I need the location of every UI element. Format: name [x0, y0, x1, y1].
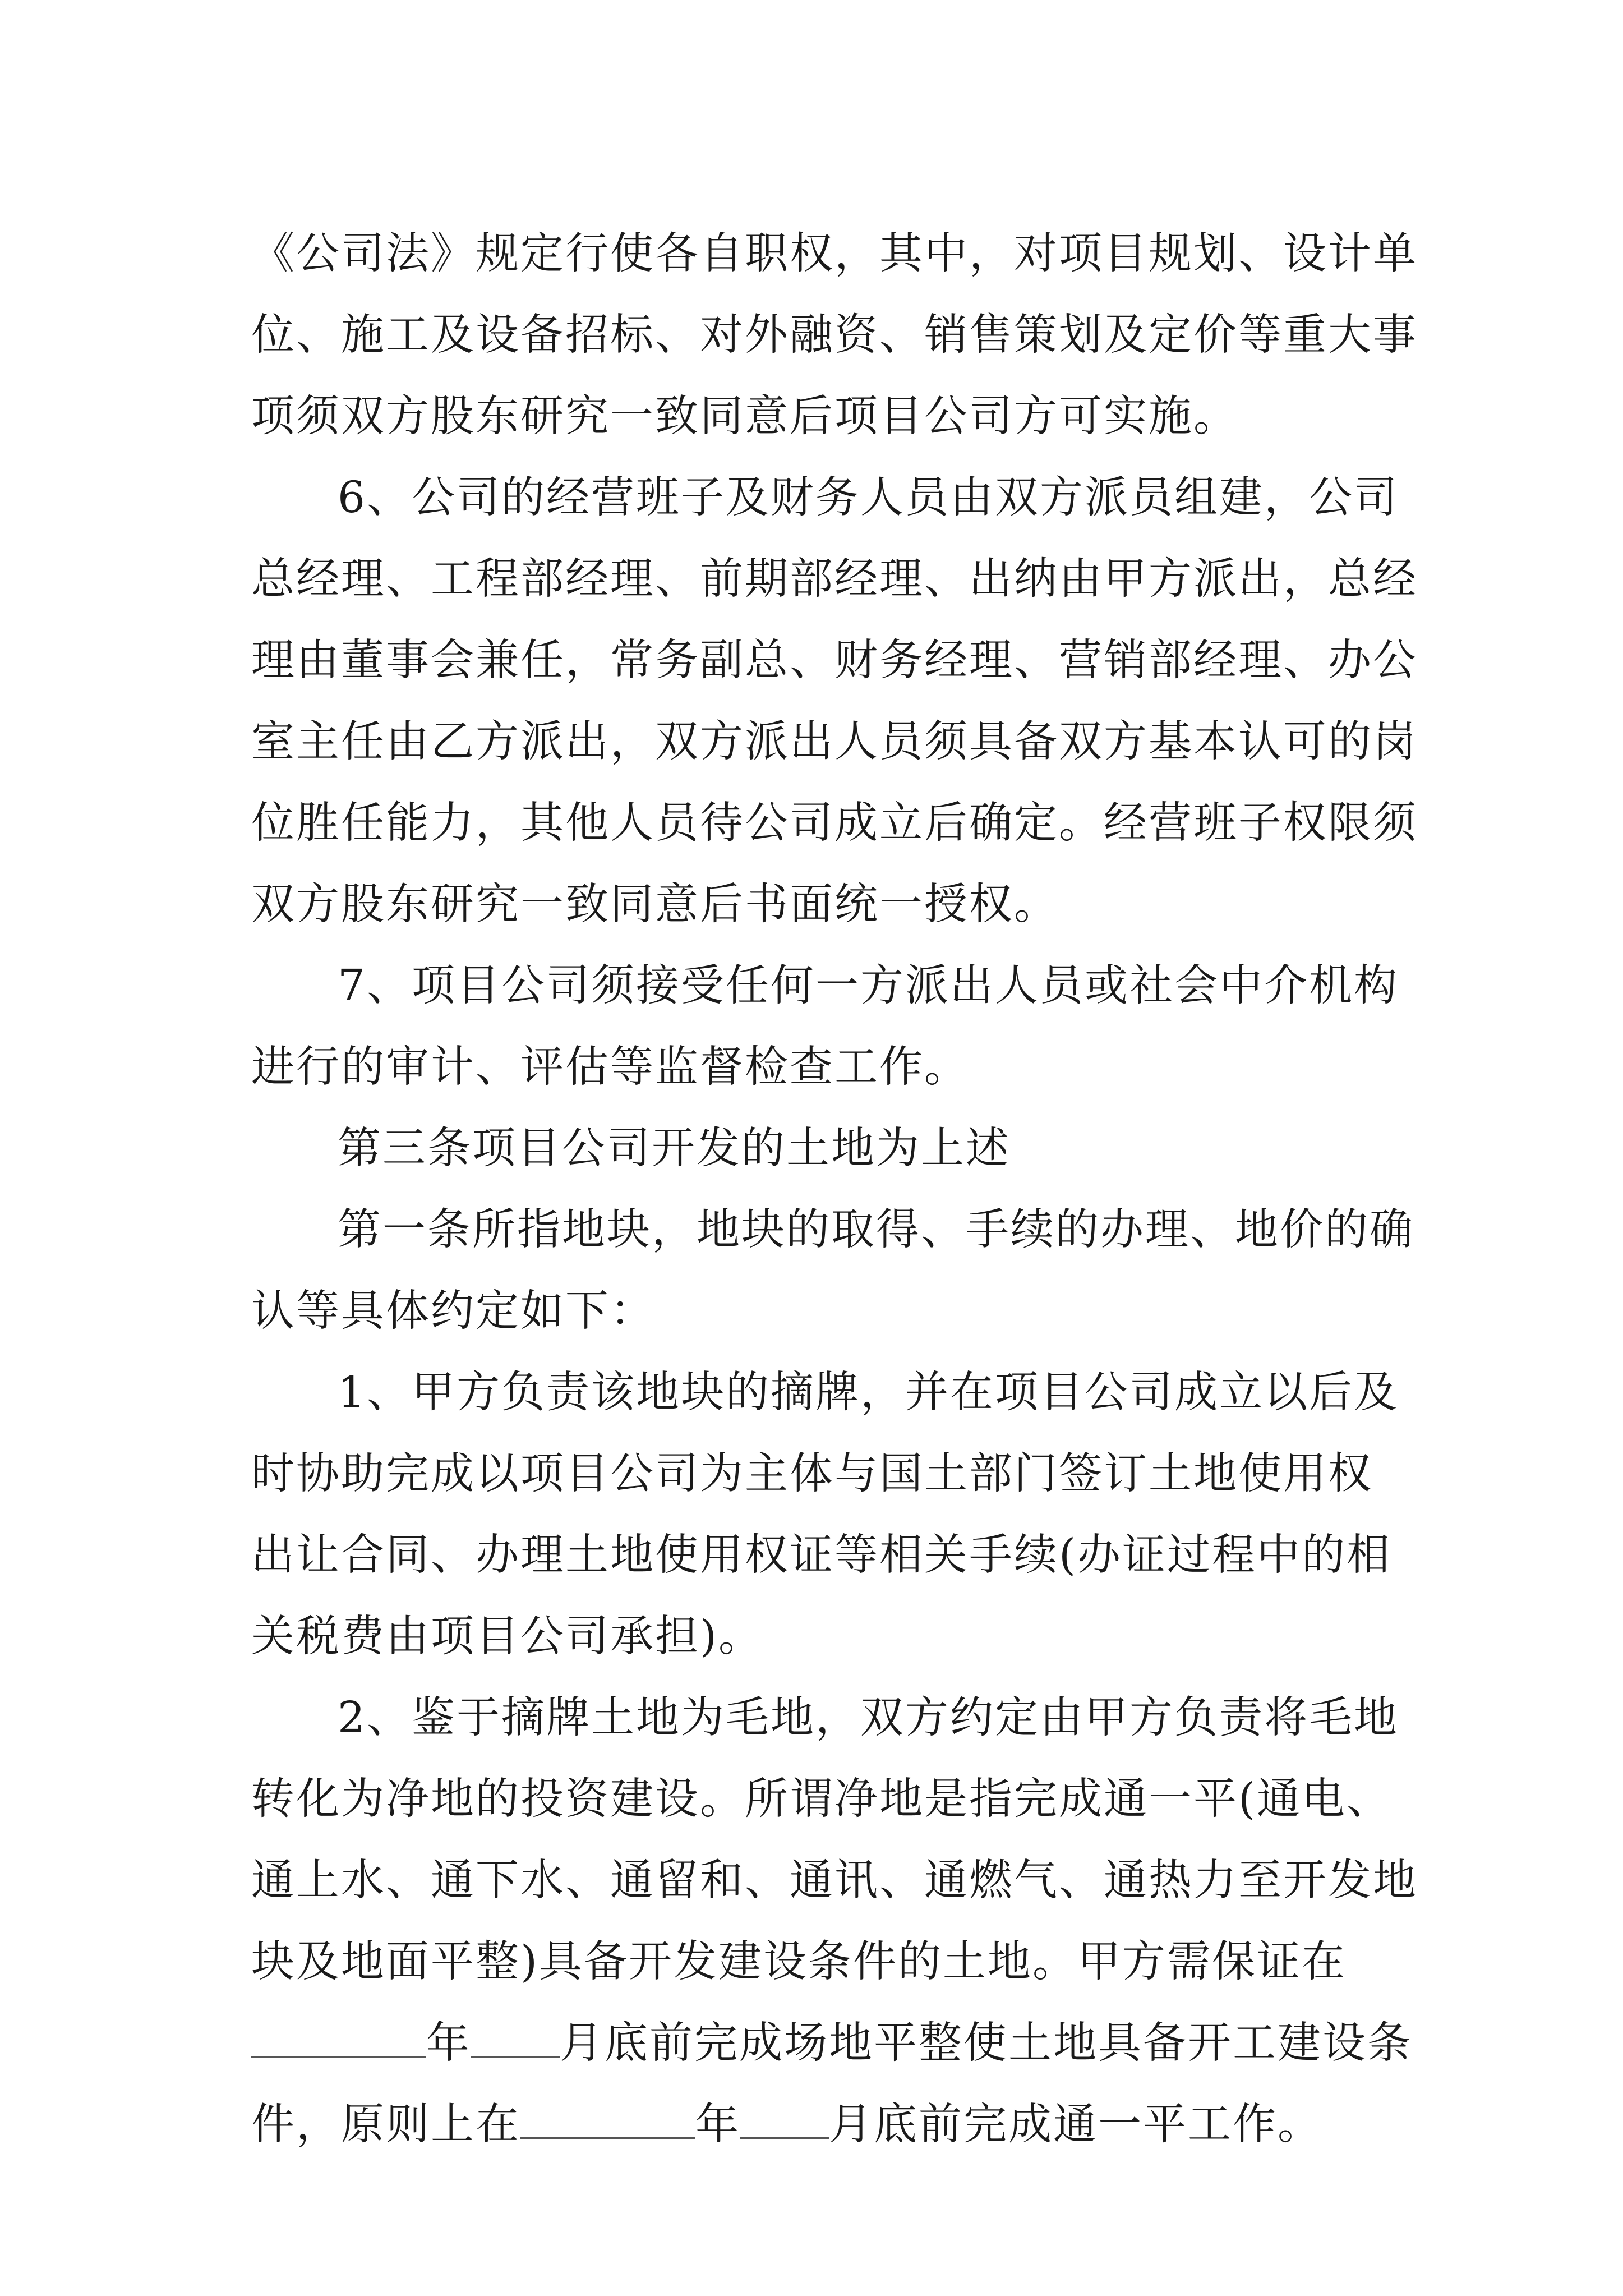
year-blank[interactable]: [251, 2017, 426, 2058]
text-line: 理由董事会兼任，常务副总、财务经理、营销部经理、办公: [251, 636, 1418, 685]
year-label: 年: [695, 2100, 740, 2150]
contract-body: [251, 213, 1418, 2165]
text-line: 时协助完成以项目公司为主体与国土部门签订土地使用权: [251, 1449, 1373, 1499]
deadline-line-1: [251, 2003, 1412, 2084]
deadline-text: 月底前完成场地平整使土地具备开工建设条: [560, 2018, 1412, 2068]
year-label: 年: [426, 2018, 471, 2068]
text-line: 出让合同、办理土地使用权证等相关手续(办证过程中的相: [251, 1530, 1392, 1580]
text-line: 位胜任能力，其他人员待公司成立后确定。经营班子权限须: [251, 798, 1418, 848]
text-line: 位、施工及设备招标、对外融资、销售策划及定价等重大事: [251, 310, 1418, 360]
text-line: 进行的审计、评估等监督检查工作。: [251, 1042, 969, 1092]
text-line: 关税费由项目公司承担)。: [251, 1612, 764, 1662]
deadline-text: 月底前完成通一平工作。: [829, 2100, 1322, 2150]
text-line: 室主任由乙方派出，双方派出人员须具备双方基本认可的岗: [251, 717, 1418, 767]
text-line: 项须双方股东研究一致同意后项目公司方可实施。: [251, 392, 1238, 441]
deadline-prefix: 件，原则上在: [251, 2100, 520, 2150]
article-3-first-line: 第一条所指地块，地块的取得、手续的办理、地价的确: [338, 1205, 1414, 1255]
clause-6-first-line: 6、公司的经营班子及财务人员由双方派员组建，公司: [338, 473, 1399, 523]
text-line: 《公司法》规定行使各自职权，其中，对项目规划、设计单: [251, 229, 1418, 279]
item-1-first-line: 1、甲方负责该地块的摘牌，并在项目公司成立以后及: [338, 1368, 1399, 1418]
text-line: 双方股东研究一致同意后书面统一授权。: [251, 880, 1059, 930]
text-line: 认等具体约定如下：: [251, 1286, 655, 1336]
month-blank[interactable]: [740, 2098, 829, 2139]
month-blank[interactable]: [471, 2017, 560, 2058]
article-3-heading: 第三条项目公司开发的土地为上述: [338, 1124, 1011, 1174]
text-line: 总经理、工程部经理、前期部经理、出纳由甲方派出，总经: [251, 554, 1418, 604]
text-line: 块及地面平整)具备开发建设条件的土地。甲方需保证在: [251, 1937, 1347, 1987]
item-2-first-line: 2、鉴于摘牌土地为毛地，双方约定由甲方负责将毛地: [338, 1693, 1399, 1743]
year-blank[interactable]: [520, 2098, 695, 2139]
deadline-line-2: [251, 2084, 1395, 2165]
clause-7-first-line: 7、项目公司须接受任何一方派出人员或社会中介机构: [338, 961, 1399, 1011]
text-line: 转化为净地的投资建设。所谓净地是指完成通一平(通电、: [251, 1774, 1392, 1824]
text-line: 通上水、通下水、通留和、通讯、通燃气、通热力至开发地: [251, 1856, 1418, 1906]
